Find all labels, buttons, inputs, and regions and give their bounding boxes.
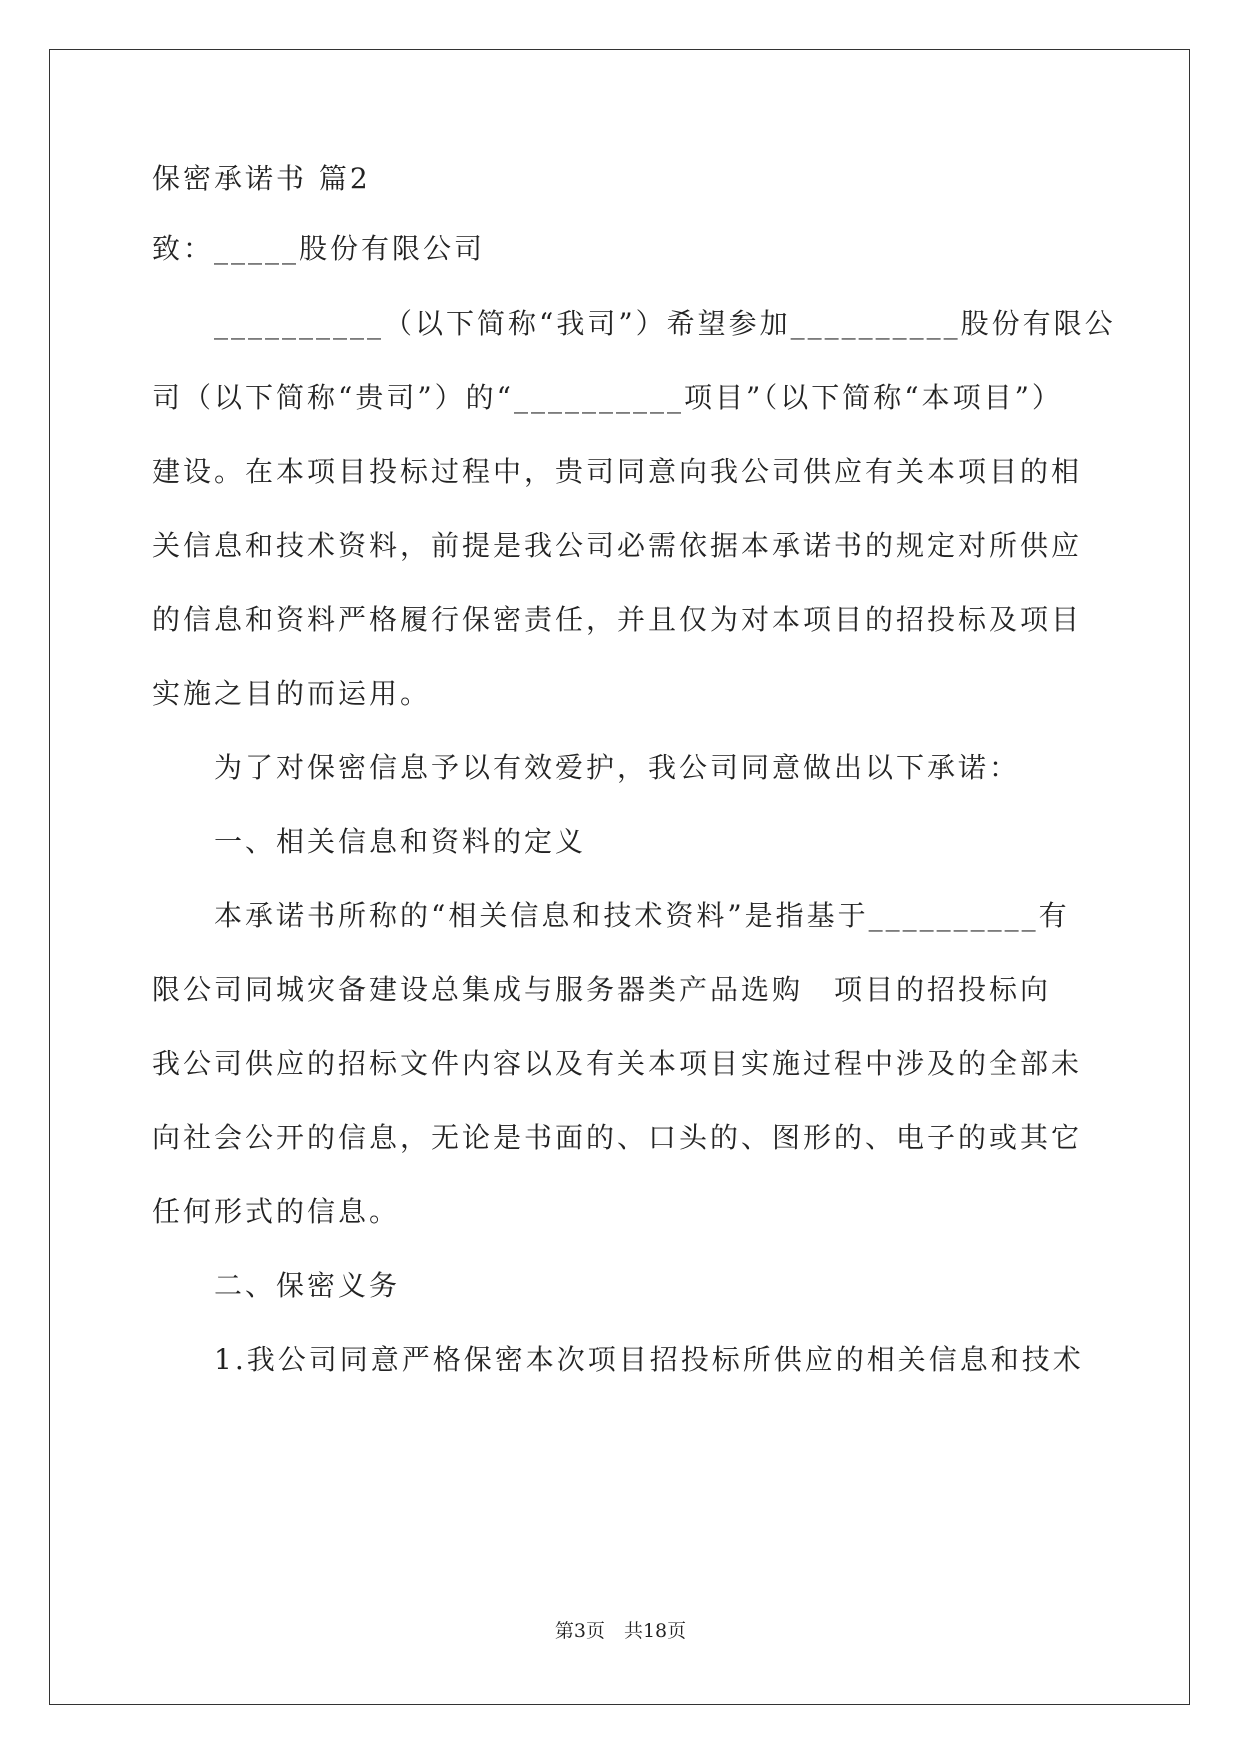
paragraph-line: 1.我公司同意严格保密本次项目招投标所供应的相关信息和技术: [214, 1343, 1084, 1376]
paragraph-line: 实施之目的而运用。: [152, 677, 432, 710]
section-heading: 一、相关信息和资料的定义: [214, 825, 587, 858]
paragraph-line: 的信息和资料严格履行保密责任，并且仅为对本项目的招投标及项目: [152, 603, 1083, 636]
addressee-line: 致：_____股份有限公司: [152, 232, 486, 265]
document-title: 保密承诺书 篇2: [152, 162, 371, 195]
paragraph-line: 为了对保密信息予以有效爱护，我公司同意做出以下承诺：: [214, 751, 1021, 784]
paragraph-line: 司（以下简称“贵司”）的“__________项目”（以下简称“本项目”）: [152, 381, 1063, 414]
paragraph-line: __________（以下简称“我司”）希望参加__________股份有限公: [214, 307, 1116, 340]
page-border: [49, 49, 1190, 1705]
paragraph-line: 限公司同城灾备建设总集成与服务器类产品选购 项目的招投标向: [152, 973, 1052, 1006]
paragraph-line: 向社会公开的信息，无论是书面的、口头的、图形的、电子的或其它: [152, 1121, 1083, 1154]
paragraph-line: 建设。在本项目投标过程中，贵司同意向我公司供应有关本项目的相: [152, 455, 1083, 488]
paragraph-line: 任何形式的信息。: [152, 1195, 401, 1228]
paragraph-line: 本承诺书所称的“相关信息和技术资料”是指基于__________有: [214, 899, 1070, 932]
page-number-footer: 第3页 共18页: [554, 1620, 687, 1642]
paragraph-line: 关信息和技术资料，前提是我公司必需依据本承诺书的规定对所供应: [152, 529, 1083, 562]
section-heading: 二、保密义务: [214, 1269, 401, 1302]
paragraph-line: 我公司供应的招标文件内容以及有关本项目实施过程中涉及的全部未: [152, 1047, 1083, 1080]
